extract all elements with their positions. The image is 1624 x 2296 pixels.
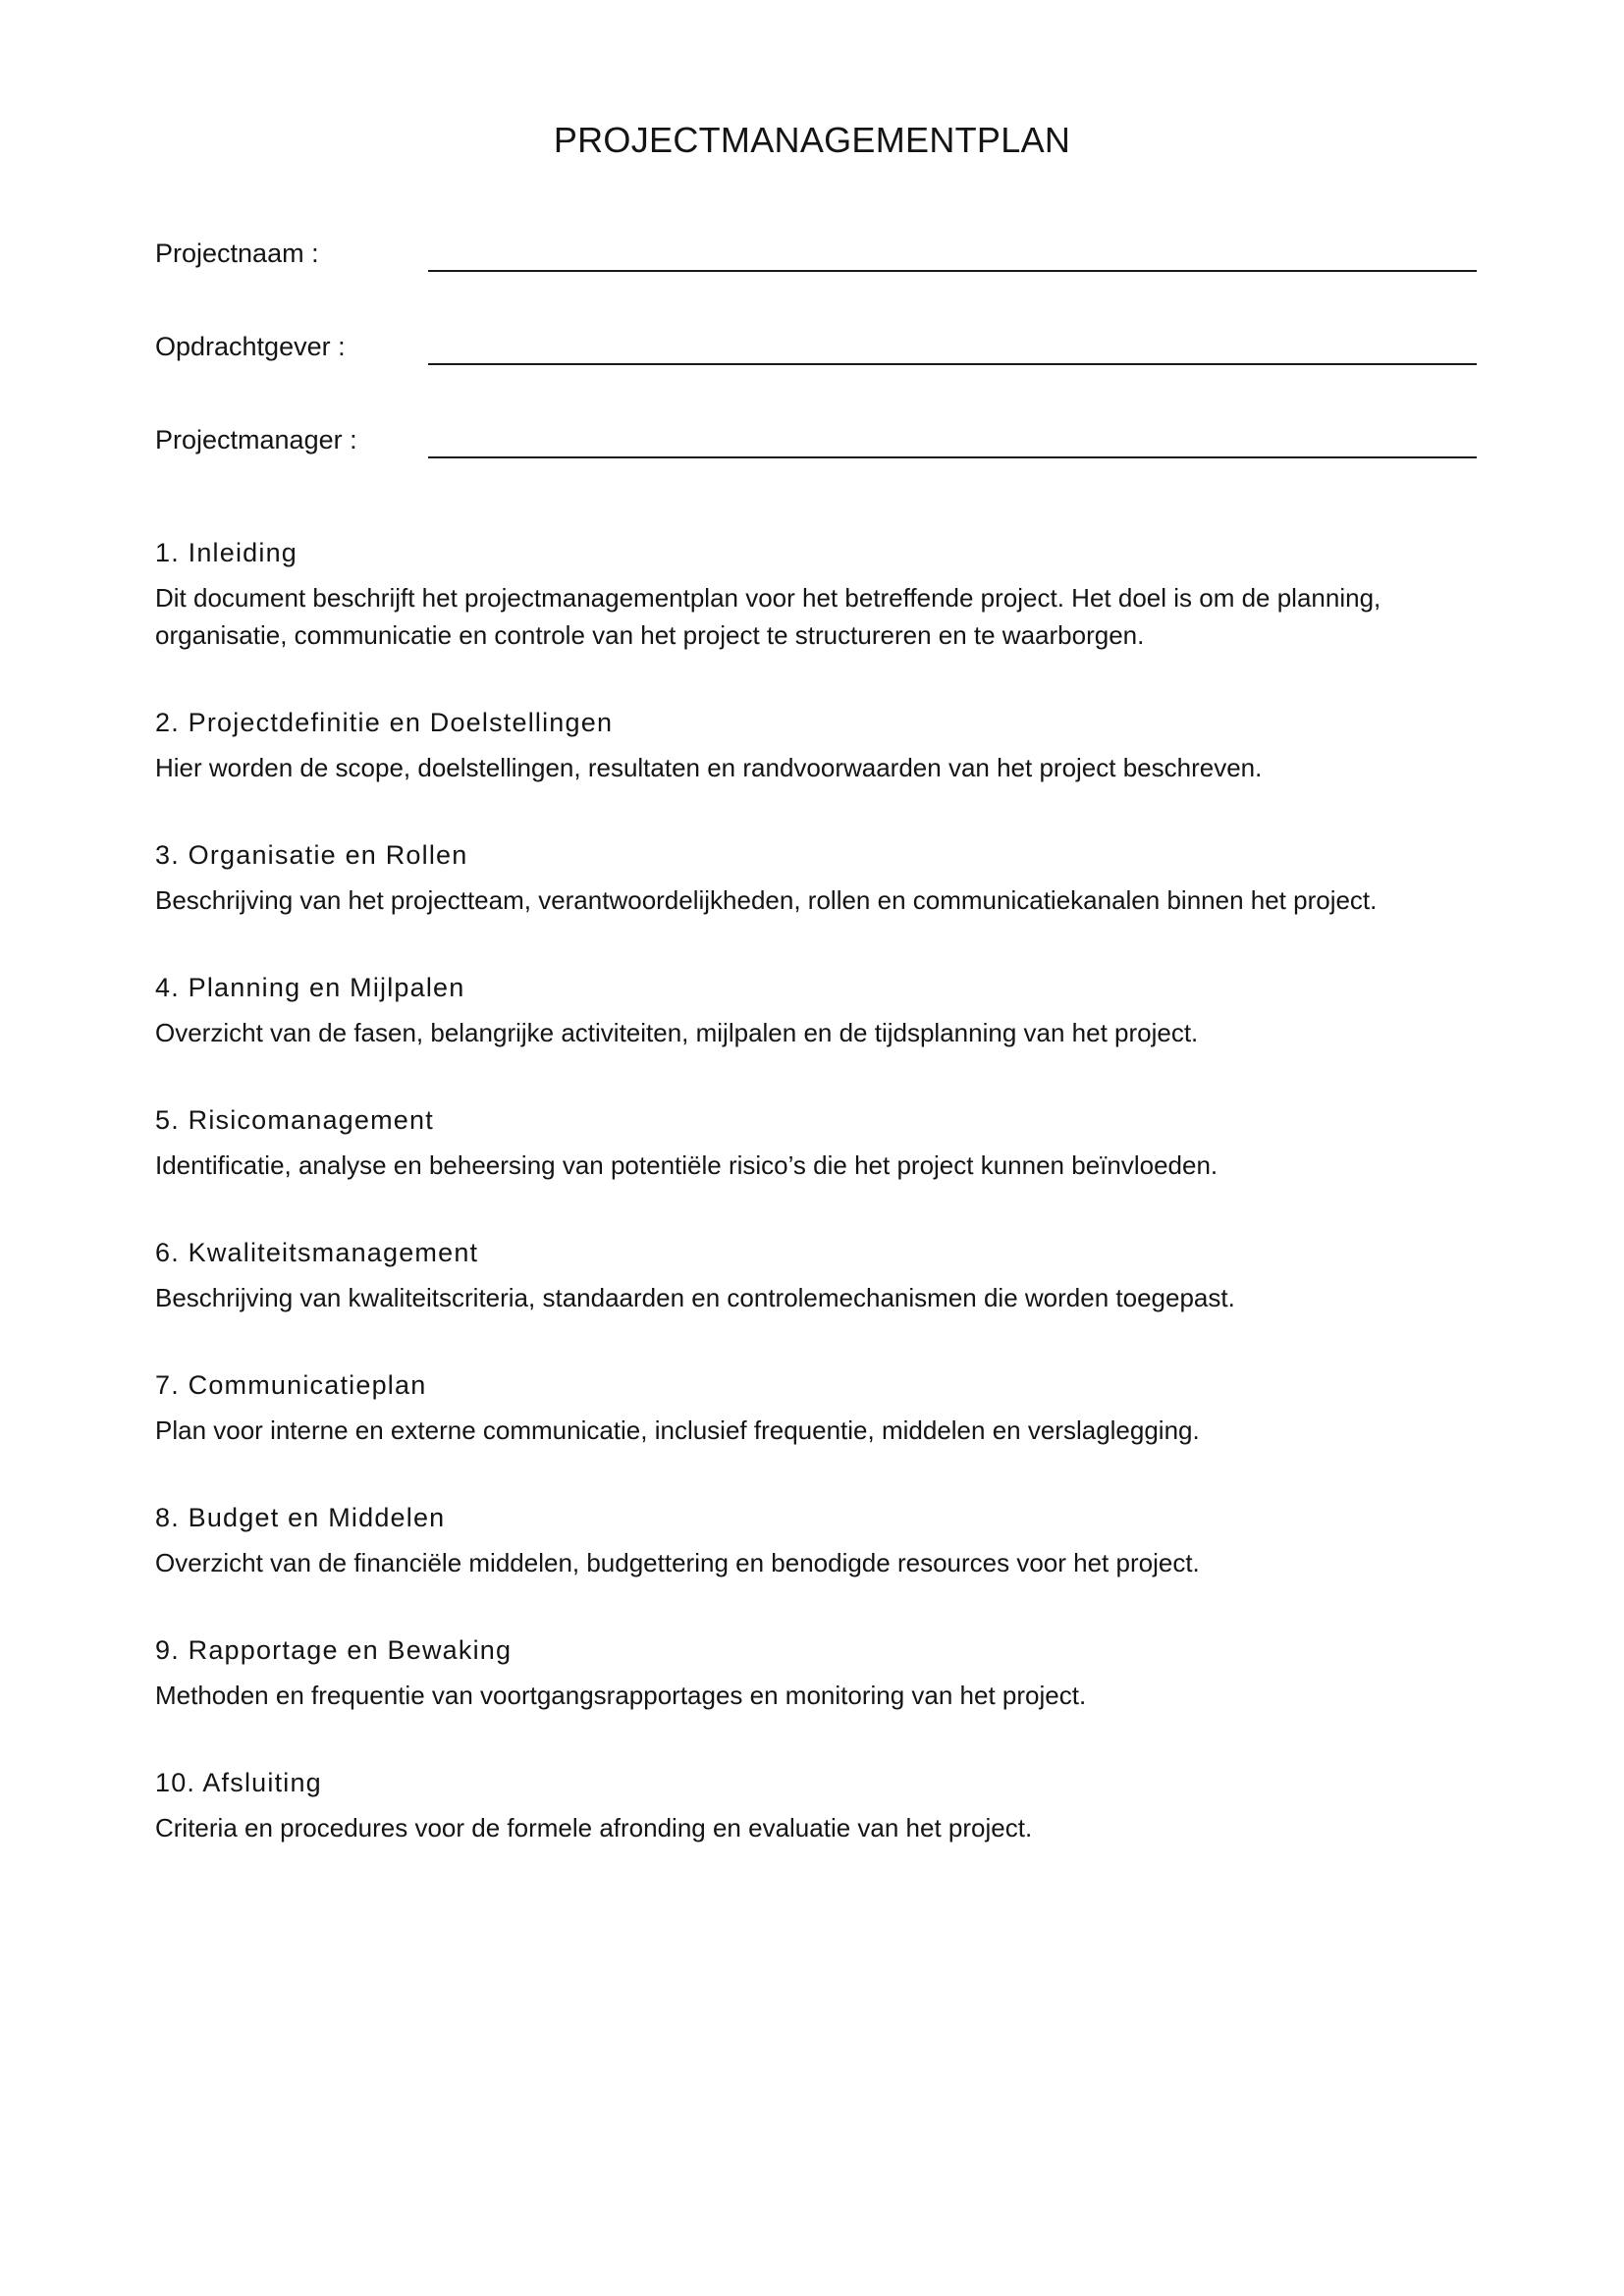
section-body: Hier worden de scope, doelstellingen, resultaten en randvoorwaarden van het project beschreven. (155, 753, 1263, 782)
section-closure (155, 1766, 1477, 1846)
section-heading: 1. Inleiding (155, 538, 298, 567)
section-heading: 2. Projectdefinitie en Doelstellingen (155, 708, 614, 737)
section-quality-management (155, 1236, 1477, 1316)
section-budget-resources (155, 1501, 1477, 1581)
section-heading: 7. Communicatieplan (155, 1370, 427, 1400)
field-client (155, 330, 1477, 379)
section-introduction (155, 536, 1477, 654)
section-heading: 10. Afsluiting (155, 1768, 322, 1797)
section-body: Plan voor interne en externe communicatie, inclusief frequentie, middelen en verslaglegging. (155, 1415, 1200, 1445)
section-body: Overzicht van de financiële middelen, budgettering en benodigde resources voor het project. (155, 1548, 1200, 1577)
field-label: Projectmanager : (155, 425, 357, 454)
section-body: Overzicht van de fasen, belangrijke activiteiten, mijlpalen en de tijdsplanning van het project. (155, 1018, 1199, 1047)
section-reporting-monitoring (155, 1633, 1477, 1714)
section-communication-plan (155, 1368, 1477, 1449)
section-organisation-roles (155, 838, 1477, 919)
section-heading: 6. Kwaliteitsmanagement (155, 1238, 479, 1267)
section-body: Beschrijving van kwaliteitscriteria, standaarden en controlemechanismen die worden toegepast. (155, 1283, 1235, 1312)
project-manager-fill-line[interactable] (428, 456, 1477, 458)
section-body: Criteria en procedures voor de formele afronding en evaluatie van het project. (155, 1813, 1033, 1842)
section-heading: 9. Rapportage en Bewaking (155, 1635, 513, 1665)
project-name-fill-line[interactable] (428, 270, 1477, 272)
section-project-definition (155, 706, 1477, 786)
section-body: Dit document beschrijft het projectmanagementplan voor het betreffende project. Het doel is om de planning, organisatie, communicatie en controle van het project te structureren en te waarborgen. (155, 583, 1381, 650)
client-fill-line[interactable] (428, 363, 1477, 365)
section-heading: 5. Risicomanagement (155, 1105, 434, 1135)
section-risk-management (155, 1103, 1477, 1184)
field-label: Projectnaam : (155, 239, 319, 268)
section-heading: 3. Organisatie en Rollen (155, 840, 468, 870)
section-body: Beschrijving van het projectteam, verantwoordelijkheden, rollen en communicatiekanalen binnen het project. (155, 885, 1378, 915)
section-heading: 4. Planning en Mijlpalen (155, 973, 465, 1002)
field-project-name (155, 237, 1477, 286)
document-title: PROJECTMANAGEMENTPLAN (553, 120, 1071, 160)
field-project-manager (155, 423, 1477, 472)
section-body: Methoden en frequentie van voortgangsrapportages en monitoring van het project. (155, 1681, 1087, 1710)
section-body: Identificatie, analyse en beheersing van potentiële risico’s die het project kunnen beïnvloeden. (155, 1150, 1218, 1180)
section-planning-milestones (155, 971, 1477, 1051)
field-label: Opdrachtgever : (155, 332, 346, 361)
section-heading: 8. Budget en Middelen (155, 1503, 446, 1532)
